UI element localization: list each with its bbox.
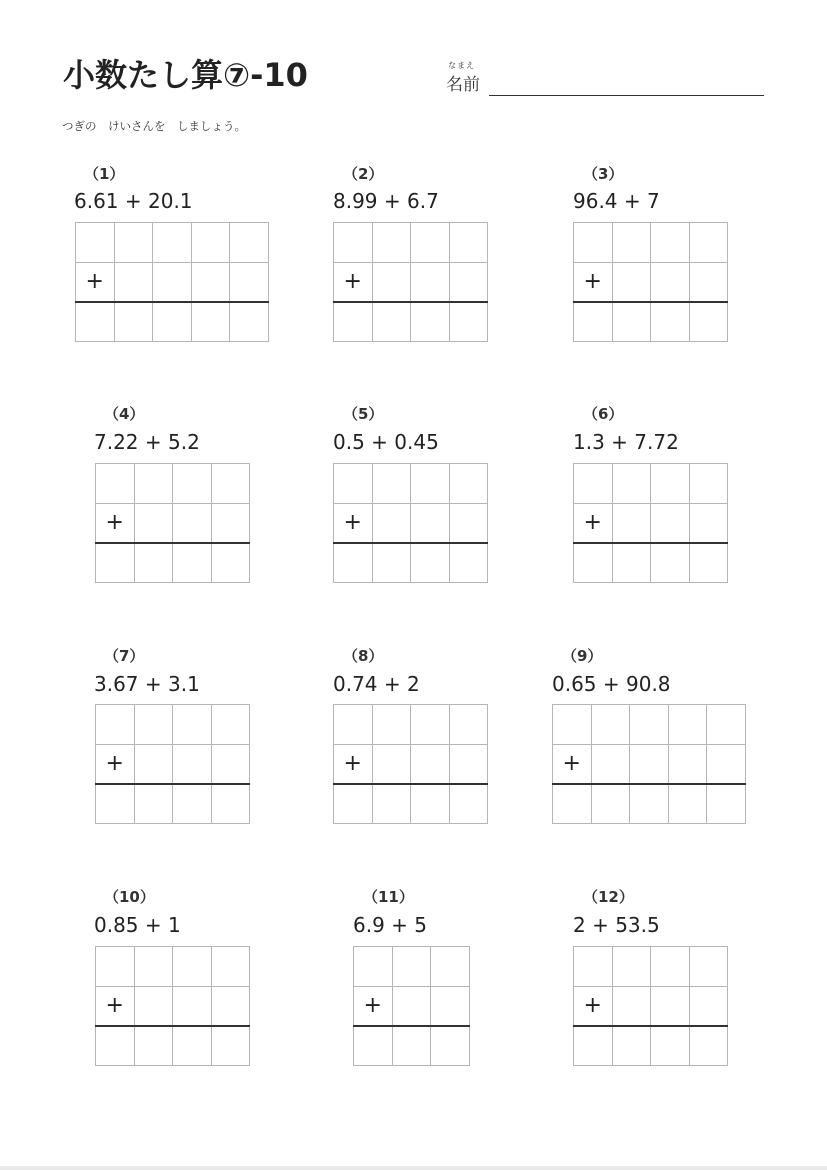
answer-cell[interactable] — [334, 464, 373, 504]
answer-cell[interactable] — [411, 223, 450, 263]
answer-cell[interactable] — [173, 464, 212, 504]
problem-expression: 3.67 + 3.1 — [94, 672, 200, 696]
answer-cell[interactable] — [230, 302, 269, 342]
answer-cell[interactable] — [651, 262, 690, 302]
answer-cell[interactable] — [392, 986, 431, 1026]
answer-cell[interactable] — [449, 744, 488, 784]
answer-cell[interactable] — [392, 1026, 431, 1066]
answer-cell[interactable] — [173, 947, 212, 987]
answer-cell[interactable] — [651, 223, 690, 263]
answer-cell[interactable] — [134, 543, 173, 583]
answer-cell[interactable] — [574, 543, 613, 583]
answer-cell[interactable] — [354, 1026, 393, 1066]
answer-grid — [95, 704, 250, 824]
problem-expression: 0.65 + 90.8 — [552, 672, 671, 696]
answer-cell[interactable] — [173, 744, 212, 784]
answer-cell[interactable] — [689, 1026, 728, 1066]
answer-cell[interactable] — [153, 302, 192, 342]
problem-expression: 96.4 + 7 — [573, 189, 660, 213]
answer-cell[interactable] — [354, 947, 393, 987]
answer-cell[interactable] — [612, 464, 651, 504]
answer-cell[interactable] — [651, 1026, 690, 1066]
answer-cell[interactable] — [411, 262, 450, 302]
answer-cell[interactable] — [134, 784, 173, 824]
answer-cell[interactable] — [191, 262, 230, 302]
answer-cell[interactable] — [689, 262, 728, 302]
problem-expression: 6.9 + 5 — [353, 913, 428, 937]
answer-cell[interactable] — [96, 784, 135, 824]
answer-cell[interactable] — [134, 947, 173, 987]
name-field[interactable] — [489, 95, 764, 96]
problem-number: （8） — [343, 647, 384, 665]
answer-cell[interactable] — [431, 986, 470, 1026]
answer-cell[interactable] — [211, 503, 250, 543]
answer-cell[interactable] — [96, 543, 135, 583]
problem-expression: 7.22 + 5.2 — [94, 430, 200, 454]
answer-grid — [95, 463, 250, 583]
answer-cell[interactable] — [114, 223, 153, 263]
answer-cell[interactable] — [431, 1026, 470, 1066]
answer-cell[interactable] — [211, 986, 250, 1026]
answer-cell[interactable] — [372, 503, 411, 543]
answer-cell[interactable] — [211, 464, 250, 504]
answer-cell[interactable] — [591, 744, 630, 784]
answer-cell[interactable] — [334, 784, 373, 824]
answer-cell[interactable] — [76, 302, 115, 342]
answer-cell[interactable] — [411, 503, 450, 543]
plus-sign-cell: + — [574, 986, 613, 1026]
problem-expression: 0.74 + 2 — [333, 672, 420, 696]
answer-cell[interactable] — [372, 705, 411, 745]
answer-cell[interactable] — [372, 744, 411, 784]
answer-grid — [573, 222, 728, 342]
answer-cell[interactable] — [153, 223, 192, 263]
answer-cell[interactable] — [211, 543, 250, 583]
answer-cell[interactable] — [134, 1026, 173, 1066]
answer-cell[interactable] — [668, 744, 707, 784]
answer-cell[interactable] — [96, 705, 135, 745]
plus-sign-cell: + — [354, 986, 393, 1026]
answer-cell[interactable] — [411, 705, 450, 745]
answer-cell[interactable] — [707, 784, 746, 824]
problem-number: （9） — [562, 647, 603, 665]
answer-cell[interactable] — [134, 503, 173, 543]
problem-expression: 6.61 + 20.1 — [74, 189, 193, 213]
answer-cell[interactable] — [76, 223, 115, 263]
plus-sign-cell: + — [553, 744, 592, 784]
answer-cell[interactable] — [134, 744, 173, 784]
answer-grid — [353, 946, 470, 1066]
answer-cell[interactable] — [411, 744, 450, 784]
problem-number: （5） — [343, 405, 384, 423]
plus-sign-cell: + — [96, 744, 135, 784]
answer-cell[interactable] — [612, 986, 651, 1026]
answer-cell[interactable] — [96, 1026, 135, 1066]
answer-grid — [333, 463, 488, 583]
plus-sign-cell: + — [96, 503, 135, 543]
answer-cell[interactable] — [651, 302, 690, 342]
problem-number: （6） — [583, 405, 624, 423]
name-ruby: なまえ — [448, 61, 475, 70]
answer-grid — [552, 704, 746, 824]
answer-cell[interactable] — [612, 262, 651, 302]
plus-sign-cell: + — [76, 262, 115, 302]
answer-grid — [95, 946, 250, 1066]
answer-cell[interactable] — [612, 947, 651, 987]
answer-cell[interactable] — [449, 543, 488, 583]
answer-cell[interactable] — [173, 543, 212, 583]
answer-cell[interactable] — [612, 503, 651, 543]
answer-cell[interactable] — [612, 543, 651, 583]
answer-cell[interactable] — [173, 1026, 212, 1066]
answer-cell[interactable] — [334, 705, 373, 745]
answer-cell[interactable] — [372, 262, 411, 302]
answer-cell[interactable] — [114, 302, 153, 342]
answer-grid — [573, 946, 728, 1066]
problem-expression: 2 + 53.5 — [573, 913, 660, 937]
answer-cell[interactable] — [411, 302, 450, 342]
answer-cell[interactable] — [574, 302, 613, 342]
answer-cell[interactable] — [211, 705, 250, 745]
answer-cell[interactable] — [134, 986, 173, 1026]
answer-cell[interactable] — [651, 543, 690, 583]
answer-cell[interactable] — [392, 947, 431, 987]
answer-cell[interactable] — [574, 947, 613, 987]
answer-cell[interactable] — [689, 986, 728, 1026]
problem-number: （2） — [343, 165, 384, 183]
answer-cell[interactable] — [134, 464, 173, 504]
answer-cell[interactable] — [449, 302, 488, 342]
answer-grid — [333, 704, 488, 824]
answer-cell[interactable] — [173, 784, 212, 824]
answer-cell[interactable] — [173, 705, 212, 745]
plus-sign-cell: + — [334, 262, 373, 302]
answer-cell[interactable] — [449, 223, 488, 263]
page-bottom-edge — [0, 1166, 827, 1170]
answer-cell[interactable] — [651, 464, 690, 504]
answer-cell[interactable] — [411, 543, 450, 583]
problem-expression: 1.3 + 7.72 — [573, 430, 679, 454]
answer-cell[interactable] — [689, 464, 728, 504]
answer-cell[interactable] — [230, 262, 269, 302]
answer-cell[interactable] — [591, 784, 630, 824]
answer-cell[interactable] — [689, 947, 728, 987]
answer-cell[interactable] — [334, 543, 373, 583]
answer-cell[interactable] — [553, 784, 592, 824]
answer-cell[interactable] — [431, 947, 470, 987]
answer-cell[interactable] — [574, 1026, 613, 1066]
worksheet-title: 小数たし算⑦-10 — [63, 56, 308, 94]
answer-cell[interactable] — [553, 705, 592, 745]
problem-expression: 8.99 + 6.7 — [333, 189, 439, 213]
answer-cell[interactable] — [449, 464, 488, 504]
answer-cell[interactable] — [334, 302, 373, 342]
answer-cell[interactable] — [334, 223, 373, 263]
answer-cell[interactable] — [612, 223, 651, 263]
answer-cell[interactable] — [449, 503, 488, 543]
answer-cell[interactable] — [372, 223, 411, 263]
answer-cell[interactable] — [211, 744, 250, 784]
answer-cell[interactable] — [630, 784, 669, 824]
answer-cell[interactable] — [114, 262, 153, 302]
problem-number: （11） — [363, 888, 414, 906]
answer-cell[interactable] — [449, 262, 488, 302]
answer-grid — [333, 222, 488, 342]
answer-cell[interactable] — [630, 705, 669, 745]
plus-sign-cell: + — [334, 744, 373, 784]
answer-cell[interactable] — [230, 223, 269, 263]
problem-number: （7） — [104, 647, 145, 665]
answer-cell[interactable] — [689, 503, 728, 543]
plus-sign-cell: + — [574, 503, 613, 543]
answer-cell[interactable] — [153, 262, 192, 302]
answer-cell[interactable] — [689, 543, 728, 583]
problem-number: （10） — [104, 888, 155, 906]
answer-cell[interactable] — [449, 705, 488, 745]
answer-cell[interactable] — [173, 986, 212, 1026]
answer-cell[interactable] — [211, 1026, 250, 1066]
answer-cell[interactable] — [591, 705, 630, 745]
answer-grid — [573, 463, 728, 583]
answer-cell[interactable] — [372, 784, 411, 824]
instructions: つぎの けいさんを しましょう。 — [62, 119, 246, 133]
answer-cell[interactable] — [191, 302, 230, 342]
answer-cell[interactable] — [612, 1026, 651, 1066]
answer-cell[interactable] — [651, 503, 690, 543]
answer-cell[interactable] — [612, 302, 651, 342]
answer-cell[interactable] — [651, 986, 690, 1026]
answer-cell[interactable] — [689, 223, 728, 263]
plus-sign-cell: + — [574, 262, 613, 302]
problem-number: （3） — [583, 165, 624, 183]
answer-cell[interactable] — [707, 705, 746, 745]
answer-cell[interactable] — [689, 302, 728, 342]
answer-cell[interactable] — [651, 947, 690, 987]
answer-cell[interactable] — [372, 543, 411, 583]
problem-expression: 0.5 + 0.45 — [333, 430, 439, 454]
answer-cell[interactable] — [574, 464, 613, 504]
answer-cell[interactable] — [411, 464, 450, 504]
plus-sign-cell: + — [96, 986, 135, 1026]
answer-cell[interactable] — [191, 223, 230, 263]
answer-grid — [75, 222, 269, 342]
answer-cell[interactable] — [574, 223, 613, 263]
answer-cell[interactable] — [630, 744, 669, 784]
answer-cell[interactable] — [134, 705, 173, 745]
answer-cell[interactable] — [211, 784, 250, 824]
answer-cell[interactable] — [372, 302, 411, 342]
name-label: 名前 — [446, 75, 480, 95]
problem-number: （1） — [84, 165, 125, 183]
answer-cell[interactable] — [372, 464, 411, 504]
problem-number: （12） — [583, 888, 634, 906]
plus-sign-cell: + — [334, 503, 373, 543]
answer-cell[interactable] — [668, 705, 707, 745]
problem-number: （4） — [104, 405, 145, 423]
answer-cell[interactable] — [707, 744, 746, 784]
answer-cell[interactable] — [668, 784, 707, 824]
answer-cell[interactable] — [449, 784, 488, 824]
answer-cell[interactable] — [96, 947, 135, 987]
answer-cell[interactable] — [411, 784, 450, 824]
answer-cell[interactable] — [211, 947, 250, 987]
problem-expression: 0.85 + 1 — [94, 913, 181, 937]
answer-cell[interactable] — [96, 464, 135, 504]
answer-cell[interactable] — [173, 503, 212, 543]
